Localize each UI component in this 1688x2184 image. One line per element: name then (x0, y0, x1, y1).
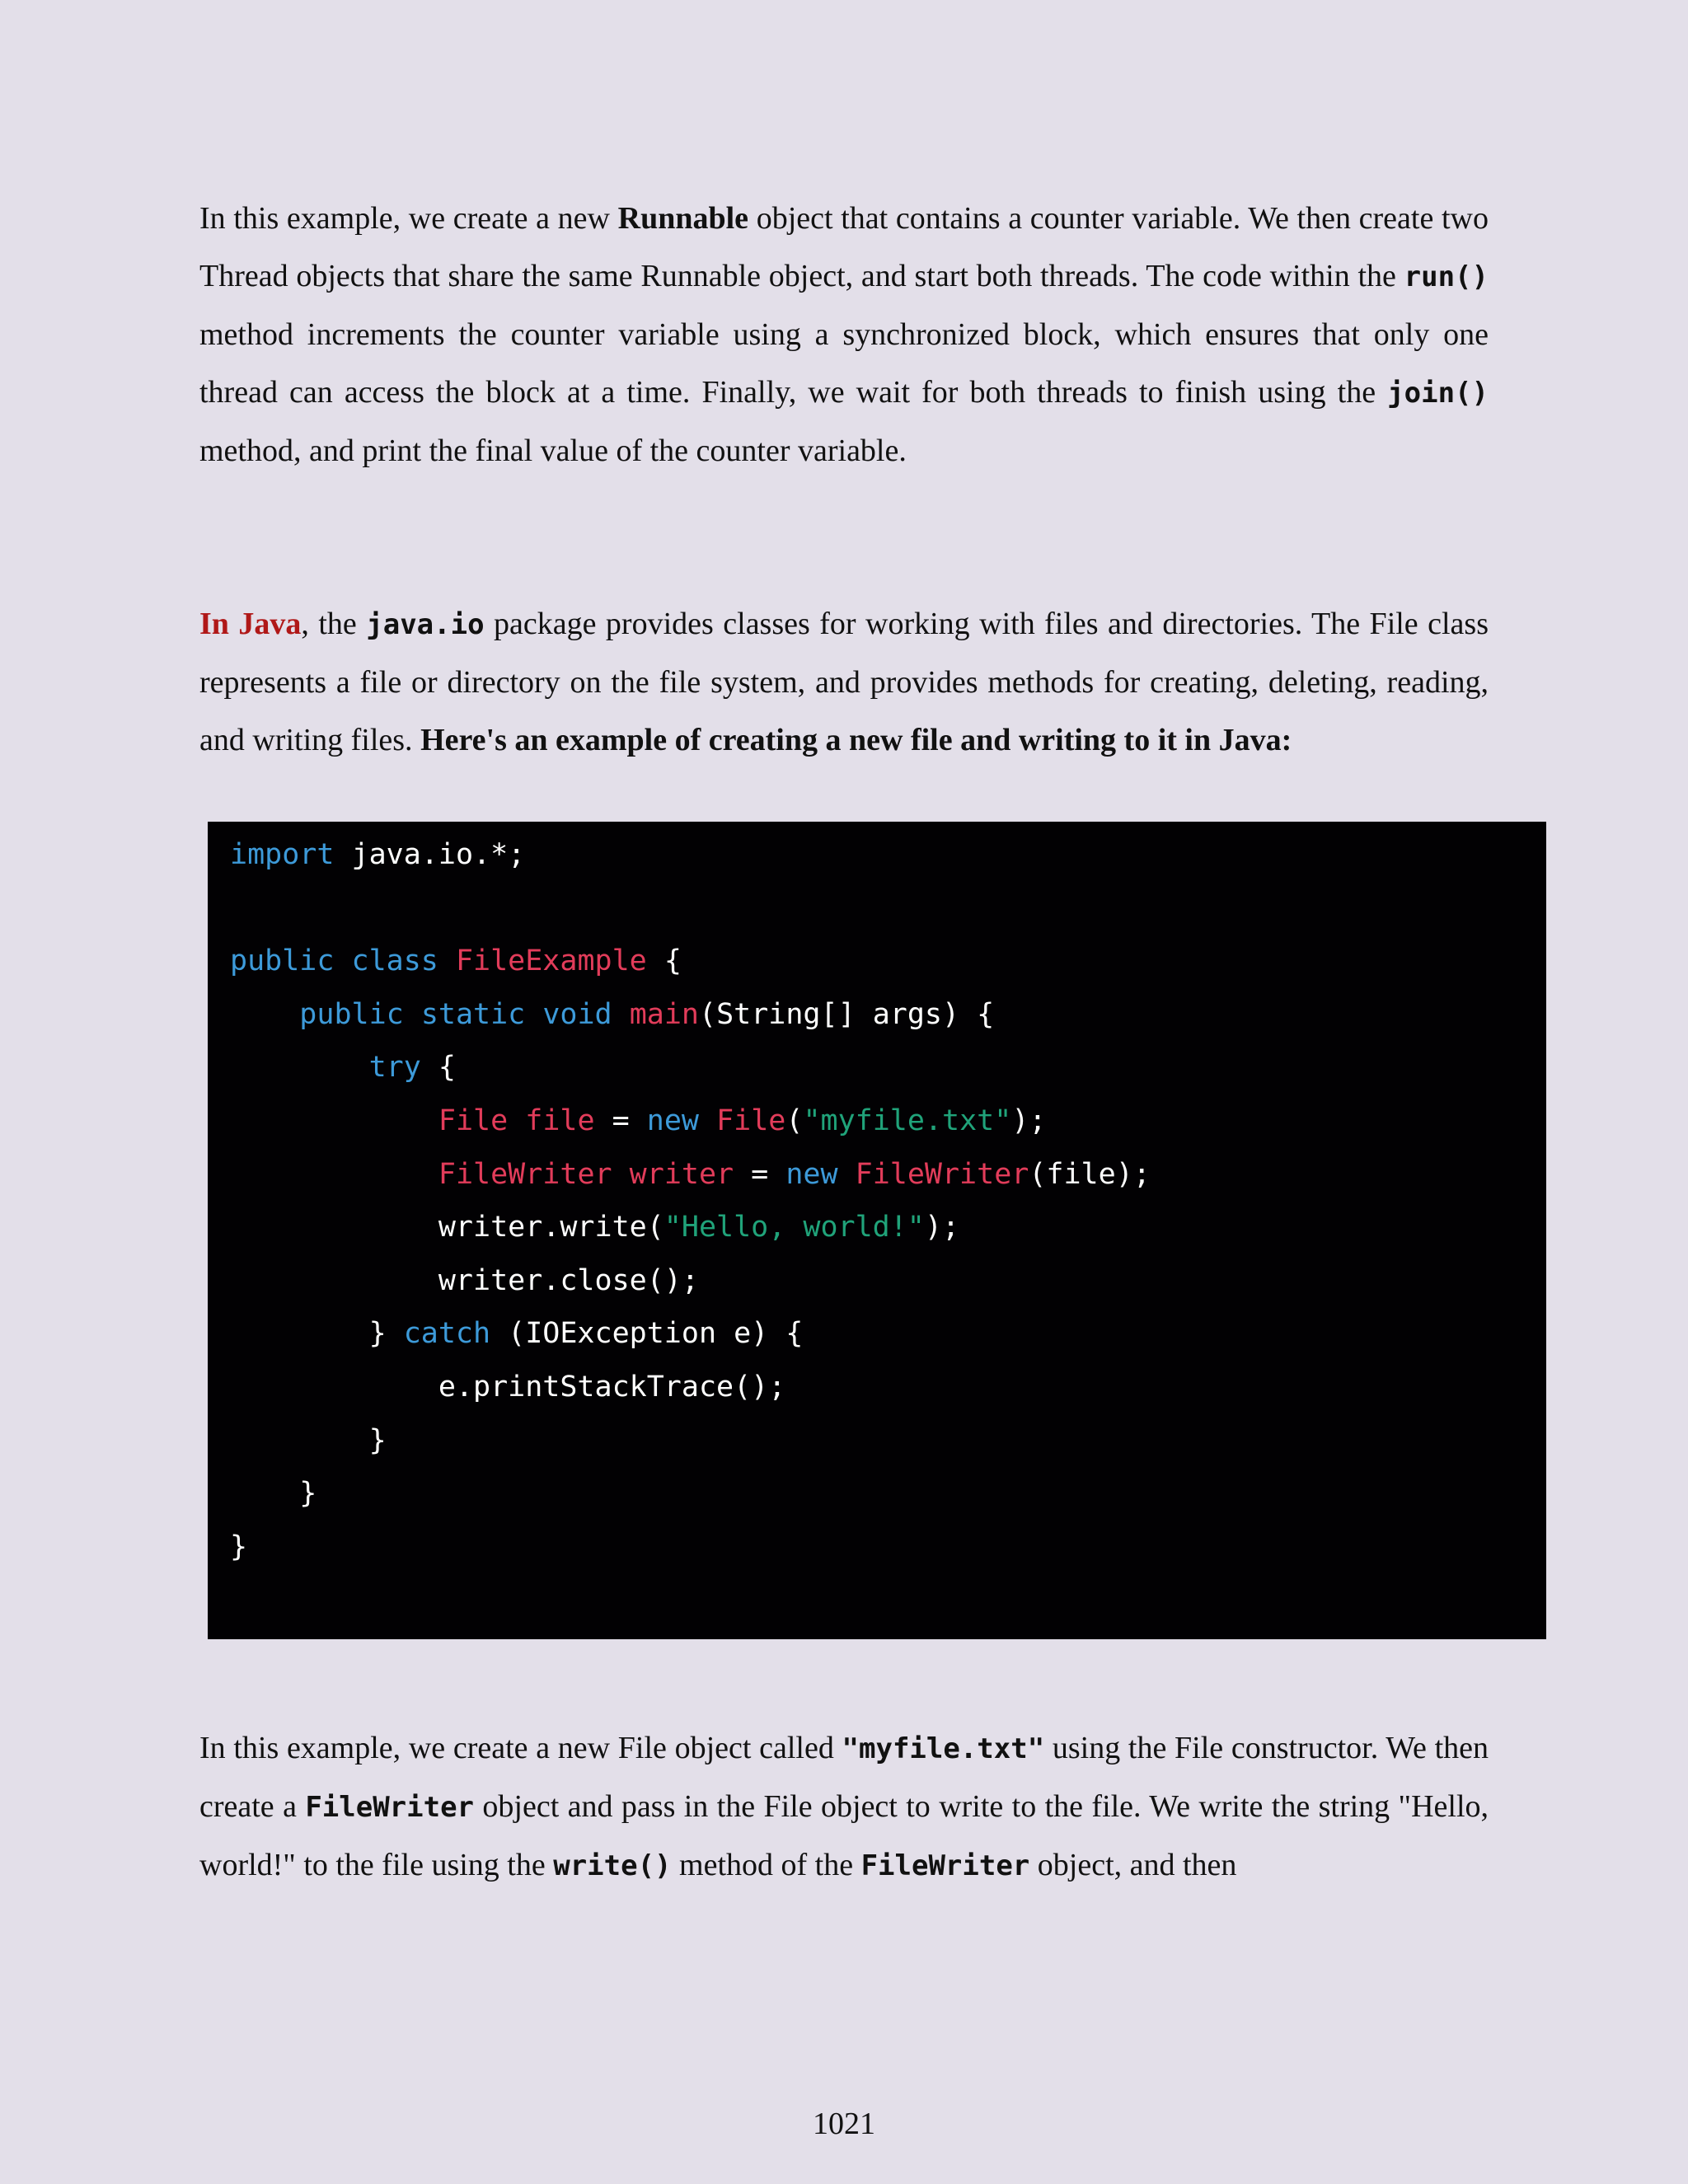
code-token: "myfile.txt" (803, 1104, 1012, 1137)
text: using the File constructor. We then create a (199, 1731, 1489, 1824)
code-token (612, 998, 630, 1031)
code-token (230, 1104, 438, 1137)
code-token: public (230, 944, 335, 978)
code-token (230, 1051, 369, 1084)
code-token: main (629, 997, 699, 1031)
inline-code-filewriter: FileWriter (305, 1791, 475, 1824)
paragraph-runnable-explanation (199, 190, 1489, 480)
code-line (230, 1307, 1546, 1361)
code-token: writer.write( (230, 1211, 664, 1244)
paragraph-java-io-intro (199, 595, 1489, 769)
code-token: File (438, 1104, 509, 1137)
text: method of the (671, 1848, 861, 1882)
code-line (230, 988, 1546, 1042)
code-token: ( (785, 1104, 804, 1137)
text: In this example, we create a new File object called (199, 1731, 842, 1765)
text: package provides classes for working with files and directories. The File class represents a file or directory on the file system, and provides methods for creating, deleting, reading, and writing files. (199, 607, 1489, 757)
text: , the (301, 607, 367, 641)
code-token (612, 1158, 630, 1191)
code-token: } (230, 1530, 248, 1563)
code-line (230, 1254, 1546, 1308)
code-token: "Hello, world!" (663, 1211, 925, 1244)
code-line (230, 1094, 1546, 1148)
code-line (230, 828, 1546, 882)
bold-term-runnable: Runnable (617, 201, 749, 236)
code-token: new (646, 1104, 699, 1137)
code-token: File (716, 1104, 786, 1137)
code-token: try (368, 1051, 421, 1085)
text: object, and then (1029, 1848, 1237, 1882)
code-token: writer.close(); (230, 1263, 699, 1297)
inline-code-run: run() (1404, 260, 1489, 293)
code-token: FileExample (455, 944, 647, 978)
code-token: writer (629, 1157, 734, 1191)
code-token (838, 1158, 856, 1191)
code-line (230, 1361, 1546, 1414)
code-token: void (542, 997, 612, 1031)
code-token: { (646, 944, 682, 978)
code-token: (String[] args) { (699, 997, 995, 1031)
code-token: ); (1011, 1104, 1047, 1137)
code-token: import (230, 838, 335, 871)
code-token (438, 944, 456, 977)
code-token: FileWriter (855, 1157, 1029, 1191)
code-line (230, 1414, 1546, 1468)
text: object that contains a counter variable. We then create two Thread objects that share the same Runnable object, and start both threads. The code within the (199, 201, 1489, 293)
code-token: } (230, 1317, 404, 1351)
code-token: (IOException e) { (490, 1317, 804, 1351)
code-token (230, 998, 299, 1031)
code-token (508, 1104, 525, 1137)
inline-code-join: join() (1387, 377, 1489, 410)
code-token (334, 944, 351, 977)
inline-code-write: write() (553, 1849, 672, 1882)
code-token (525, 998, 542, 1031)
code-token: } (230, 1423, 387, 1457)
code-token: static (420, 997, 526, 1031)
page-number: 1021 (813, 2107, 875, 2141)
code-token: { (420, 1051, 456, 1085)
code-token: (file); (1029, 1157, 1151, 1191)
highlight-in-java: In Java (199, 607, 302, 641)
code-token (230, 1158, 438, 1191)
code-token: new (785, 1157, 838, 1191)
bold-example-intro: Here's an example of creating a new file and writing to it in Java: (420, 723, 1292, 757)
text: In this example, we create a new (199, 201, 618, 236)
code-token: } (230, 1477, 317, 1511)
inline-code-myfile: "myfile.txt" (842, 1732, 1045, 1765)
code-line (230, 1041, 1546, 1094)
code-token: ); (924, 1211, 960, 1244)
text: method, and print the final value of the counter variable. (199, 434, 907, 468)
code-line (230, 1467, 1546, 1521)
text: object and pass in the File object to write to the file. We write the string "Hello, world!" to the file using the (199, 1789, 1489, 1882)
code-token: e.printStackTrace(); (230, 1370, 786, 1404)
inline-code-java-io: java.io (366, 608, 485, 641)
code-block (208, 822, 1546, 1639)
code-token (699, 1104, 716, 1137)
code-token: = (734, 1157, 786, 1191)
code-token: java.io.*; (334, 838, 526, 871)
code-token (404, 998, 421, 1031)
code-line (230, 935, 1546, 988)
code-line (230, 1148, 1546, 1202)
code-token: class (351, 944, 438, 978)
code-token: public (299, 997, 404, 1031)
code-line (230, 1201, 1546, 1254)
code-token: = (594, 1104, 647, 1137)
code-token: FileWriter (438, 1157, 612, 1191)
inline-code-filewriter: FileWriter (860, 1849, 1030, 1882)
page-content (199, 190, 1489, 769)
text: method increments the counter variable using a synchronized block, which ensures that only one thread can access the block at a time. Finally, we wait for both threads to finish using the (199, 317, 1489, 410)
code-token: file (525, 1104, 595, 1137)
code-line (230, 1521, 1546, 1574)
code-line (230, 882, 1546, 935)
code-token: catch (403, 1317, 491, 1351)
paragraph-example-explanation (199, 1719, 1489, 1895)
